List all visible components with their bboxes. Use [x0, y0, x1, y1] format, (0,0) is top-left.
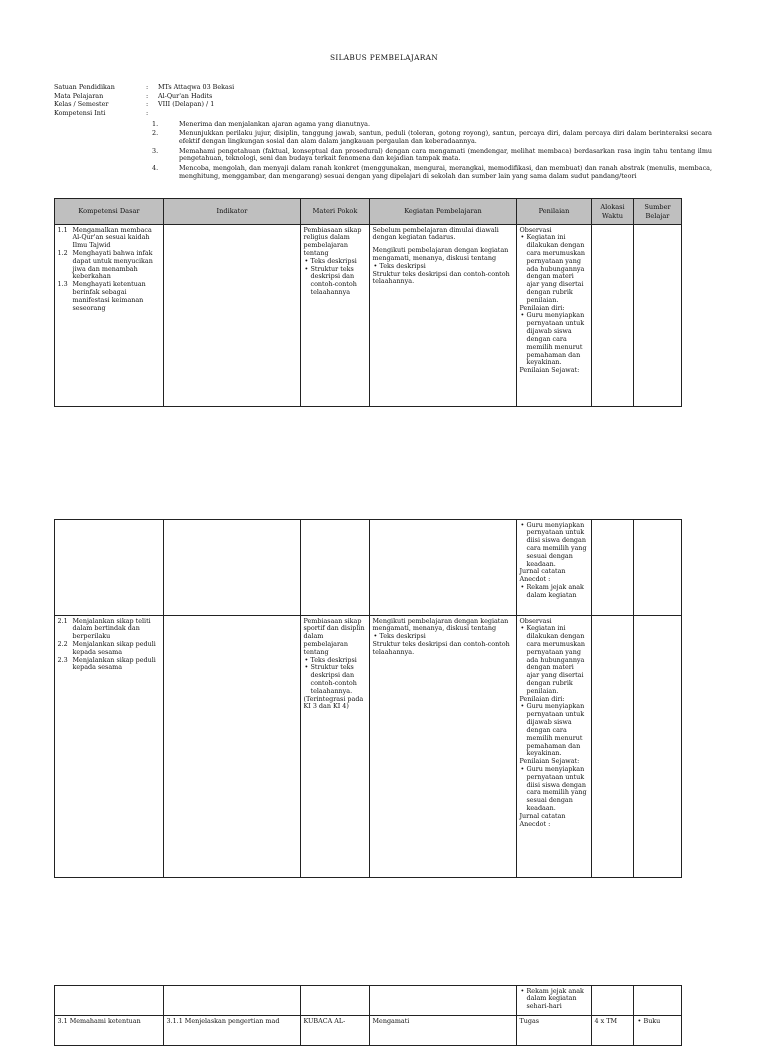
alokasi-cell	[592, 225, 634, 407]
alokasi-cell	[592, 616, 634, 878]
syllabus-table-1	[54, 198, 682, 407]
penilaian-cell: Observasi • Kegiatan ini dilakukan dengan cara merumuskan pernyataan yang ada hubungannya dengan materi ajar yang disertai dengan rubrik penilaian. Penilaian diri: • Guru menyiapkan pernyataan untuk dijawab siswa dengan cara memilih menurut pemahaman dan keyakinan. Penilaian Sejawat:	[517, 225, 592, 407]
indikator-cell: 3.1.1 Menjelaskan pengertian mad	[164, 1016, 301, 1046]
indikator-cell	[164, 616, 301, 878]
kompetensi-inti-list	[152, 121, 712, 182]
materi-cell: KUBACA AL-	[301, 1016, 370, 1046]
ki-item: 2. Menunjukkan perilaku jujur, disiplin, tanggung jawab, santun, peduli (toleran, gotong royong), santun, percaya diri, dalam percaya diri dalam berinteraksi secara efektif dengan lingkungan sosial dan alam dalam jangkauan pergaulan dan keberadaannya.	[152, 129, 712, 146]
sumber-cell	[634, 225, 682, 407]
identity-label: Mata Pelajaran	[54, 91, 104, 100]
identity-label: Kelas / Semester	[54, 100, 109, 109]
kd-cell: 1.1 Mengamalkan membaca Al-Qur'an sesuai kaidah Ilmu Tajwid 1.2 Menghayati bahwa infak dapat untuk menyucikan jiwa dan menambah keberkahan 1.3 Menghayati ketentuan berinfak sebagai manifestasi keimanan seseorang	[55, 225, 164, 407]
identity-block	[54, 84, 744, 118]
header-indikator: Indikator	[164, 199, 301, 225]
identity-label: Satuan Pendidikan	[54, 83, 115, 91]
syllabus-table-2	[54, 519, 682, 878]
alokasi-cell: 4 x TM	[592, 1016, 634, 1046]
kegiatan-cell: Mengikuti pembelajaran dengan kegiatan mengamati, menanya, diskusi tentang • Teks deskripsi Struktur teks deskripsi dan contoh-contoh telaahannya.	[370, 616, 517, 878]
identity-value: MTs Attaqwa 03 Bekasi	[158, 83, 235, 91]
identity-row: Satuan Pendidikan : MTs Attaqwa 03 Bekasi	[54, 83, 235, 91]
identity-label: Kompetensi Inti	[54, 108, 106, 117]
identity-row: Kompetensi Inti :	[54, 108, 149, 117]
header-penilaian: Penilaian	[517, 199, 592, 225]
header-kegiatan: Kegiatan Pembelajaran	[370, 199, 517, 225]
penilaian-cell: • Rekam jejak anak dalam kegiatan sehari-hari	[517, 986, 592, 1016]
table-header-row	[55, 199, 682, 225]
table-row	[55, 1016, 682, 1046]
table-row	[55, 616, 682, 878]
table-row	[55, 225, 682, 407]
ki-item: 1. Menerima dan menjalankan ajaran agama yang dianutnya.	[152, 120, 371, 128]
identity-value: Al-Qur'an Hadits	[158, 91, 213, 100]
header-materi-pokok: Materi Pokok	[301, 199, 370, 225]
ki-item: 4. Mencoba, mengolah, dan menyaji dalam ranah konkret (menggunakan, mengurai, merangkai, memodifikasi, dan membuat) dan ranah abstrak (menulis, membaca, menghitung, menggambar, dan mengarang) sesuai dengan yang dipelajari di sekolah dan sumber lain yang sama dalam sudut pandang/teori	[152, 163, 712, 180]
indikator-cell	[164, 225, 301, 407]
kd-cell: 3.1 Memahami ketentuan	[55, 1016, 164, 1046]
penilaian-cell: Observasi • Kegiatan ini dilakukan dengan cara merumuskan pernyataan yang ada hubungannya dengan materi ajar yang disertai dengan rubrik penilaian. Penilaian diri: • Guru menyiapkan pernyataan untuk dijawab siswa dengan cara memilih menurut pemahaman dan keyakinan. Penilaian Sejawat: • Guru menyiapkan pernyataan untuk diisi siswa dengan cara memilih yang sesuai dengan keadaan. Jurnal catatan Anecdot :	[517, 616, 592, 878]
penilaian-cell: Tugas	[517, 1016, 592, 1046]
penilaian-cell: • Guru menyiapkan pernyataan untuk diisi siswa dengan cara memilih yang sesuai dengan keadaan. Jurnal catatan Anecdot : • Rekam jejak anak dalam kegiatan	[517, 520, 592, 616]
kegiatan-cell: Sebelum pembelajaran dimulai diawali dengan kegiatan tadarus. Mengikuti pembelajaran dengan kegiatan mengamati, menanya, diskusi tentang • Teks deskripsi Struktur teks deskripsi dan contoh-contoh telaahannya.	[370, 225, 517, 407]
ki-item: 3. Memahami pengetahuan (faktual, konseptual dan prosedural) dengan cara mengamati (mendengar, melihat membaca) berdasarkan rasa ingin tahu tentang ilmu pengetahuan, teknologi, seni dan budaya terkait fenomena dan kejadian tampak mata.	[152, 146, 712, 163]
header-alokasi-waktu: Alokasi Waktu	[592, 199, 634, 225]
header-sumber-belajar: Sumber Belajar	[634, 199, 682, 225]
identity-value: VIII (Delapan) / 1	[158, 100, 215, 109]
materi-cell: Pembiasaan sikap sportif dan disiplin dalam pembelajaran tentang • Teks deskripsi • Struktur teks deskripsi dan contoh-contoh telaahannya. (Terintegrasi pada KI 3 dan KI 4)	[301, 616, 370, 878]
page-title: SILABUS PEMBELAJARAN	[330, 53, 438, 62]
kegiatan-cell: Mengamati	[370, 1016, 517, 1046]
sumber-cell	[634, 616, 682, 878]
syllabus-table-3	[54, 985, 682, 1046]
kd-cell: 2.1 Menjalankan sikap teliti dalam bertindak dan berperilaku 2.2 Menjalankan sikap peduli kepada sesama 2.3 Menjalankan sikap peduli kepada sesama	[55, 616, 164, 878]
identity-row: Mata Pelajaran : Al-Qur'an Hadits	[54, 91, 213, 100]
identity-row: Kelas / Semester : VIII (Delapan) / 1	[54, 100, 215, 109]
materi-cell: Pembiasaan sikap religius dalam pembelajaran tentang • Teks deskripsi • Struktur teks deskripsi dan contoh-contoh telaahannya	[301, 225, 370, 407]
table-row	[55, 520, 682, 616]
table-row	[55, 986, 682, 1016]
header-kompetensi-dasar: Kompetensi Dasar	[55, 199, 164, 225]
sumber-cell: • Buku	[634, 1016, 682, 1046]
